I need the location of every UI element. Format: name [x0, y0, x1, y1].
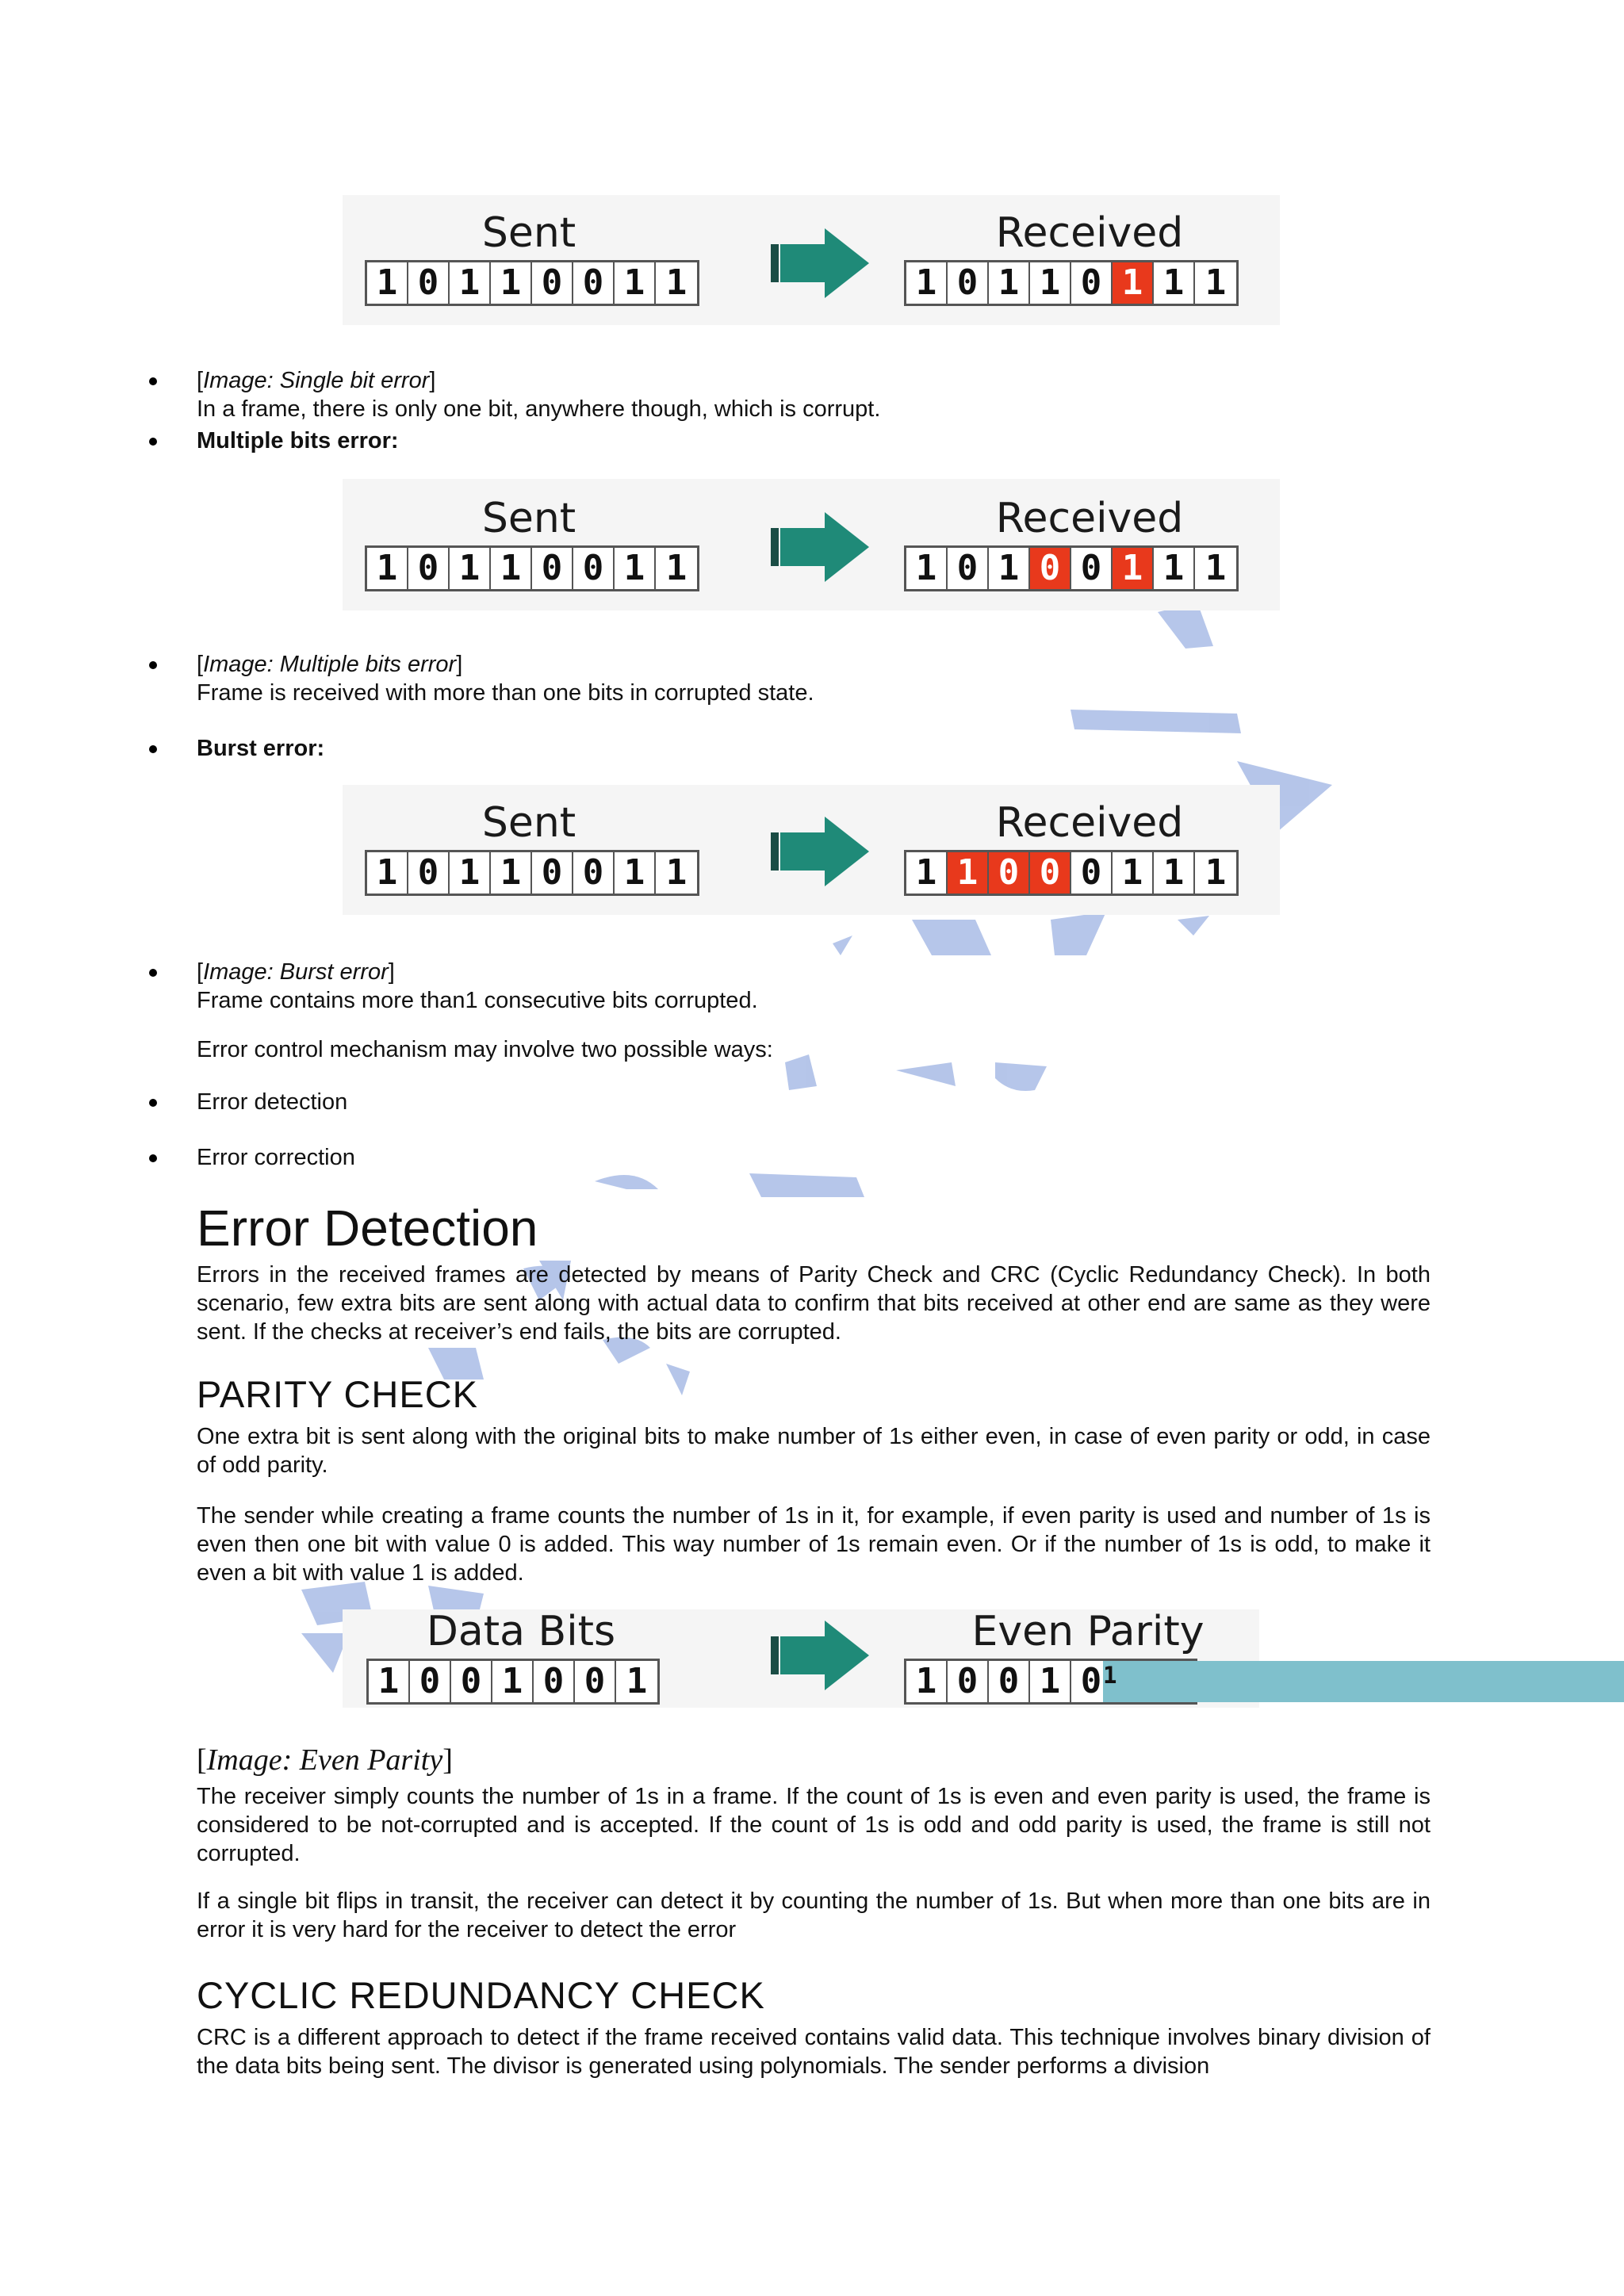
list-item-error-detection: Error detection	[197, 1089, 348, 1115]
arrow-icon	[769, 225, 872, 301]
error-detection-paragraph: Errors in the received frames are detected by means of Parity Check and CRC (Cyclic Redundancy Check). In both scenario, few extra bits are sent along with actual data to confirm that bits received at other end are same as they were sent. If the checks at receiver’s end fails, the bits are corrupted.	[197, 1262, 1431, 1345]
single-bit-error-description: In a frame, there is only one bit, anywhere though, which is corrupt.	[197, 396, 881, 422]
bit-cell: 1	[1205, 852, 1227, 893]
bit-cell: 1	[1113, 548, 1154, 589]
error-detection-heading: Error Detection	[197, 1200, 538, 1257]
bit-cell: 1	[367, 548, 408, 589]
bit-cell: 0	[573, 852, 615, 894]
bit-cell: 1	[369, 1661, 410, 1702]
received-bits	[904, 260, 1239, 306]
even-parity-figure	[343, 1609, 1259, 1708]
bit-cell: 0	[532, 852, 573, 894]
bit-cell: 1	[665, 548, 688, 588]
multiple-bits-error-description: Frame is received with more than one bits in corrupted state.	[197, 680, 814, 706]
bit-cell: 1	[626, 1661, 648, 1701]
crc-paragraph: CRC is a different approach to detect if the frame received contains valid data. This technique involves binary division of the data bits being sent. The divisor is generated using polynomials. The sender performs a division	[197, 2025, 1431, 2079]
bit-cell: 0	[1030, 852, 1071, 894]
bit-cell: 1	[615, 852, 656, 894]
arrow-icon	[769, 509, 872, 585]
parity-check-paragraph-4: If a single bit flips in transit, the receiver can detect it by counting the number of 1s. But when more than one bits are in error it is very hard for the receiver to detect the error	[197, 1888, 1431, 1942]
bit-cell: 1	[450, 852, 491, 894]
bit-cell: 1	[1154, 852, 1195, 894]
multiple-bits-error-figure	[343, 479, 1280, 610]
bit-cell: 1	[906, 852, 948, 894]
bit-cell: 0	[410, 1661, 451, 1702]
bit-cell: 1	[1030, 1661, 1071, 1702]
data-bits	[366, 1659, 660, 1705]
multiple-bits-error-caption: [Image: Multiple bits error]	[197, 652, 463, 677]
bit-cell: 0	[408, 852, 450, 894]
crc-heading: CYCLIC REDUNDANCY CHECK	[197, 1974, 765, 2016]
arrow-icon	[769, 813, 872, 890]
caption-text: Image: Even Parity	[206, 1743, 443, 1777]
bit-cell: 1	[450, 548, 491, 589]
bit-cell: 1	[1030, 262, 1071, 304]
bit-cell: 0	[948, 1661, 989, 1702]
received-bits	[904, 850, 1239, 896]
bit-cell: 1	[491, 262, 532, 304]
even-parity-caption: [Image: Even Parity]	[197, 1743, 453, 1777]
bit-cell: 0	[1030, 548, 1071, 589]
error-control-intro: Error control mechanism may involve two possible ways:	[197, 1037, 773, 1062]
bit-cell: 0	[1071, 1661, 1113, 1702]
bit-cell: 0	[408, 262, 450, 304]
bit-cell: 1	[615, 548, 656, 589]
single-bit-error-caption: [Image: Single bit error]	[197, 368, 436, 393]
bit-cell: 0	[948, 548, 989, 589]
bullet	[149, 438, 157, 446]
received-label: Received	[995, 799, 1184, 847]
caption-text: Image: Single bit error	[203, 368, 430, 393]
list-item-error-correction: Error correction	[197, 1145, 355, 1170]
bit-cell: 1	[948, 852, 989, 894]
bit-cell: 1	[1113, 852, 1154, 894]
sent-label: Sent	[481, 799, 576, 847]
burst-error-figure	[343, 785, 1280, 915]
bit-cell: 1	[367, 852, 408, 894]
parity-check-paragraph-1: One extra bit is sent along with the original bits to make number of 1s either even, in case of even parity or odd, in case of odd parity.	[197, 1424, 1431, 1478]
bit-cell: 1	[491, 548, 532, 589]
bit-cell: 0	[989, 852, 1030, 894]
caption-text: Image: Burst error	[203, 959, 389, 985]
bit-cell: 0	[573, 548, 615, 589]
bit-cell: 0	[1071, 852, 1113, 894]
bit-cell: 0	[451, 1661, 492, 1702]
bullet	[149, 1154, 157, 1162]
sent-bits	[365, 260, 699, 306]
even-parity-bits	[904, 1659, 1197, 1705]
bit-cell: 1	[1113, 262, 1154, 304]
bullet	[149, 1099, 157, 1107]
bit-cell: 1	[491, 852, 532, 894]
bit-cell: 0	[575, 1661, 616, 1702]
sent-label: Sent	[481, 209, 576, 257]
bit-cell: 0	[532, 262, 573, 304]
bit-cell: 1	[450, 262, 491, 304]
single-bit-error-figure	[343, 195, 1280, 325]
parity-check-paragraph-2: The sender while creating a frame counts the number of 1s in it, for example, if even parity is used and number of 1s is even then one bit with value 0 is added. This way number of 1s remain even. Or if the number of 1s is odd, to make it even a bit with value 1 is added.	[197, 1503, 1431, 1586]
bit-cell: 1	[1205, 262, 1227, 303]
bit-cell: 1	[906, 262, 948, 304]
bit-cell: 1	[1103, 1661, 1624, 1702]
bit-cell: 1	[989, 262, 1030, 304]
bit-cell: 1	[1154, 262, 1195, 304]
sent-bits	[365, 850, 699, 896]
data-bits-label: Data Bits	[426, 1608, 616, 1655]
parity-check-heading: PARITY CHECK	[197, 1373, 478, 1415]
bit-cell: 1	[906, 1661, 948, 1702]
received-label: Received	[995, 209, 1184, 257]
bit-cell: 1	[1205, 548, 1227, 588]
received-label: Received	[995, 495, 1184, 542]
burst-error-heading: Burst error:	[197, 736, 325, 761]
bullet	[149, 377, 157, 385]
bit-cell: 0	[989, 1661, 1030, 1702]
bit-cell: 1	[492, 1661, 534, 1702]
burst-error-caption: [Image: Burst error]	[197, 959, 395, 985]
bit-cell: 1	[1154, 548, 1195, 589]
bullet	[149, 661, 157, 669]
bit-cell: 0	[408, 548, 450, 589]
bit-cell: 0	[1071, 262, 1113, 304]
bullet	[149, 969, 157, 977]
bit-cell: 1	[665, 852, 688, 893]
bit-cell: 0	[573, 262, 615, 304]
bit-cell: 0	[1071, 548, 1113, 589]
bit-cell: 1	[367, 262, 408, 304]
bit-cell: 0	[948, 262, 989, 304]
arrow-icon	[769, 1617, 872, 1693]
caption-text: Image: Multiple bits error	[203, 652, 457, 677]
bullet	[149, 745, 157, 753]
bit-cell: 1	[615, 262, 656, 304]
burst-error-description: Frame contains more than1 consecutive bits corrupted.	[197, 988, 758, 1013]
bit-cell: 1	[989, 548, 1030, 589]
parity-check-paragraph-3: The receiver simply counts the number of 1s in a frame. If the count of 1s is even and even parity is used, the frame is considered to be not-corrupted and is accepted. If the count of 1s is odd and odd parity is used, the frame is still not corrupted.	[197, 1784, 1431, 1866]
bit-cell: 1	[665, 262, 688, 303]
received-bits	[904, 545, 1239, 591]
bit-cell: 0	[532, 548, 573, 589]
sent-bits	[365, 545, 699, 591]
multiple-bits-error-heading: Multiple bits error:	[197, 428, 399, 453]
bit-cell: 0	[534, 1661, 575, 1702]
bit-cell: 1	[906, 548, 948, 589]
even-parity-label: Even Parity	[971, 1608, 1205, 1655]
sent-label: Sent	[481, 495, 576, 542]
